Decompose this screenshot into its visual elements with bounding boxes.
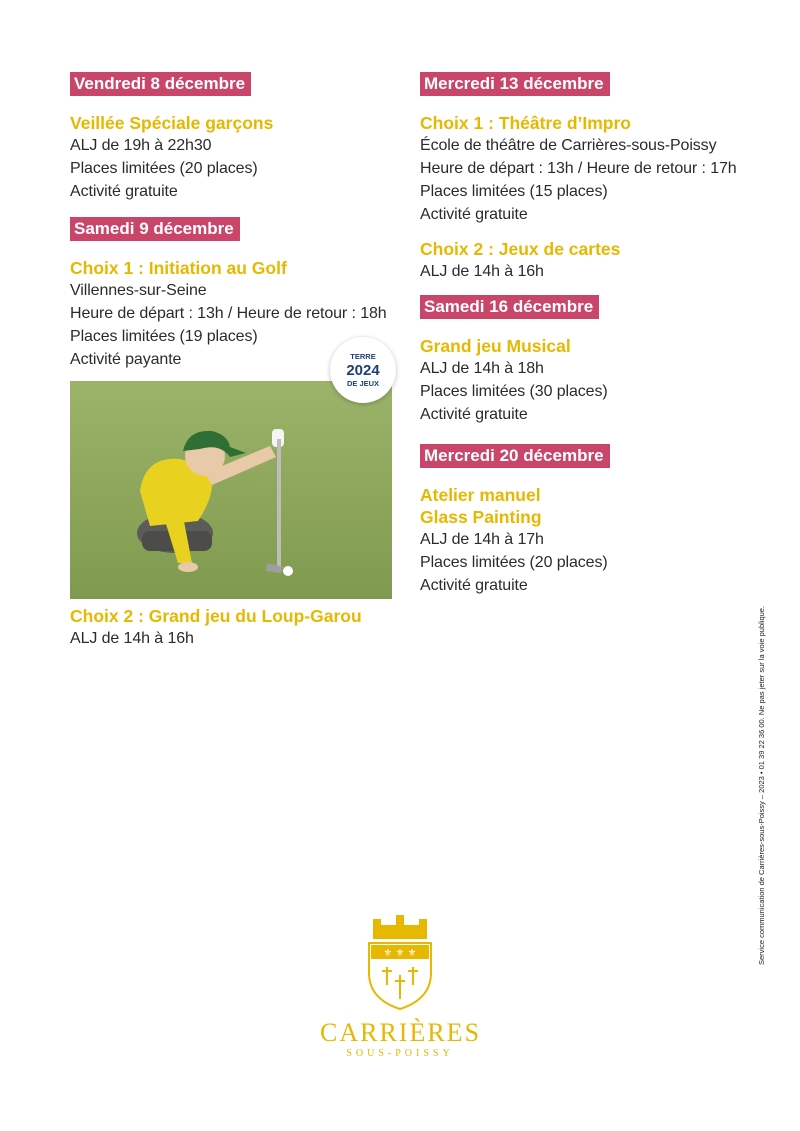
date-tag: Mercredi 20 décembre [420, 444, 610, 468]
badge-line3: DE JEUX [346, 379, 380, 388]
activity-detail: Places limitées (20 places) [70, 160, 258, 177]
activity-block [420, 238, 760, 283]
activity-title: Grand jeu Musical [420, 336, 571, 356]
activity-detail: Places limitées (19 places) [70, 328, 258, 345]
activity-detail: ALJ de 14h à 17h [420, 531, 544, 548]
activity-detail: Heure de départ : 13h / Heure de retour : 17h [420, 160, 737, 177]
activity-detail: Places limitées (20 places) [420, 554, 608, 571]
activity-detail: Heure de départ : 13h / Heure de retour : 18h [70, 305, 387, 322]
crest-icon [365, 915, 435, 1010]
activity-detail: Places limitées (15 places) [420, 183, 608, 200]
legal-note: Service communication de Carrières-sous-Poissy – 2023 • 01 39 22 36 00. Ne pas jeter sur la voie publique. [757, 605, 766, 965]
activity-detail: ALJ de 14h à 18h [420, 360, 544, 377]
right-column [420, 72, 760, 609]
activity-detail: Villennes-sur-Seine [70, 282, 207, 299]
activity-title: Atelier manuel [420, 485, 541, 505]
left-column [70, 72, 400, 650]
activity-title: Choix 1 : Initiation au Golf [70, 258, 287, 278]
date-tag: Mercredi 13 décembre [420, 72, 610, 96]
activity-block [420, 335, 760, 426]
badge-line1: TERRE [350, 352, 376, 361]
golf-illustration [70, 381, 392, 599]
activity-title: Choix 1 : Théâtre d’Impro [420, 113, 631, 133]
activity-detail: ALJ de 19h à 22h30 [70, 137, 212, 154]
activity-detail: Activité gratuite [420, 406, 528, 423]
activity-title: Choix 2 : Jeux de cartes [420, 239, 621, 259]
logo-subtitle: SOUS-POISSY [346, 1048, 454, 1059]
date-tag: Vendredi 8 décembre [70, 72, 251, 96]
activity-block [70, 605, 400, 650]
logo-name: CARRIÈRES [320, 1018, 482, 1047]
activity-detail: Activité payante [70, 351, 182, 368]
date-tag: Samedi 9 décembre [70, 217, 240, 241]
activity-block [70, 112, 400, 203]
activity-block [420, 484, 760, 597]
activity-detail: Activité gratuite [420, 206, 528, 223]
activity-title: Veillée Spéciale garçons [70, 113, 274, 133]
activity-detail: École de théâtre de Carrières-sous-Poissy [420, 137, 717, 154]
activity-detail: ALJ de 14h à 16h [420, 263, 544, 280]
city-logo [320, 915, 480, 1059]
activity-detail: Activité gratuite [420, 577, 528, 594]
activity-detail: Places limitées (30 places) [420, 383, 608, 400]
date-tag: Samedi 16 décembre [420, 295, 599, 319]
activity-block [420, 112, 760, 226]
activity-title: Choix 2 : Grand jeu du Loup-Garou [70, 606, 362, 626]
activity-detail: Activité gratuite [70, 183, 178, 200]
activity-title: Glass Painting [420, 507, 542, 527]
activity-detail: ALJ de 14h à 16h [70, 630, 194, 647]
svg-text:⚜ ⚜ ⚜: ⚜ ⚜ ⚜ [383, 948, 417, 959]
terre-de-jeux-badge [330, 337, 396, 403]
badge-line2: 2024 [346, 362, 380, 379]
